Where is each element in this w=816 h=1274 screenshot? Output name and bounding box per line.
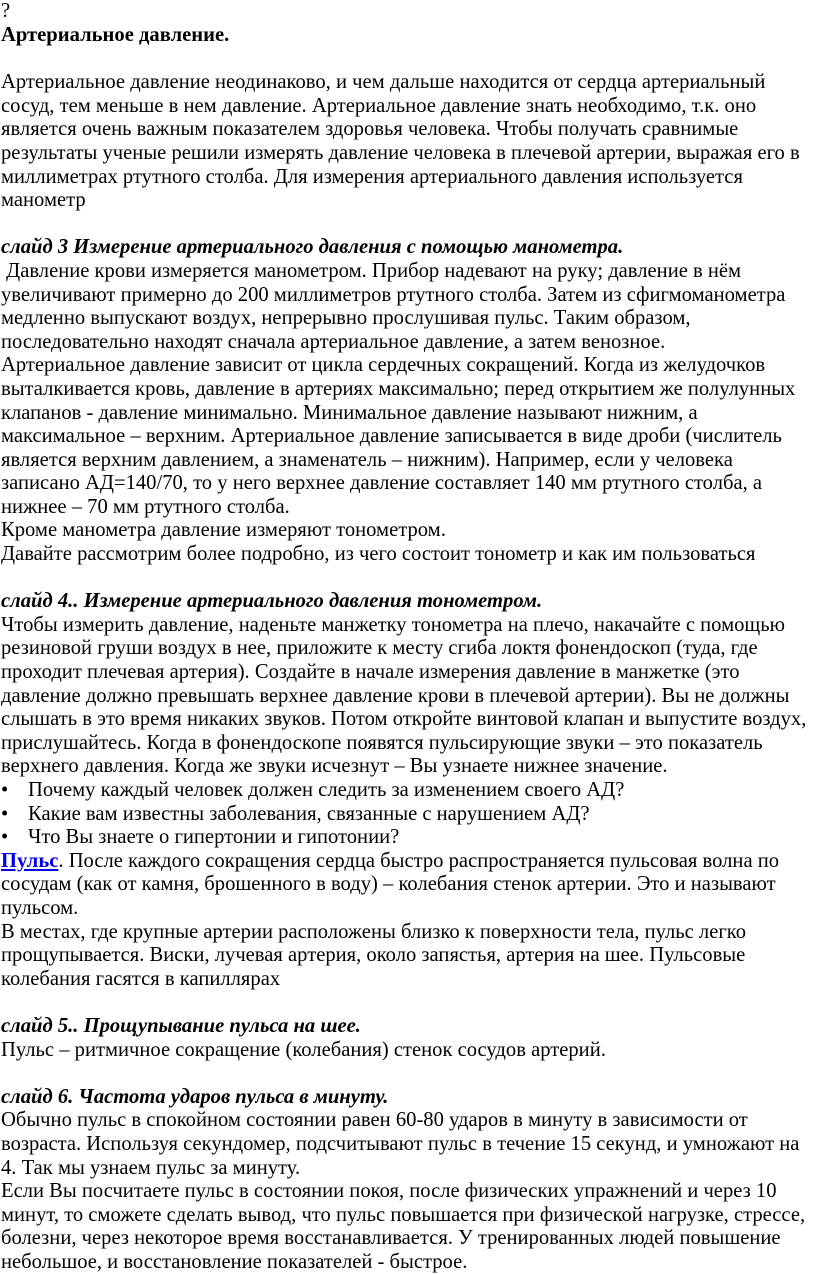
pulse-paragraph-text: . После каждого сокращения сердца быстро распространяется пульсовая волна по сосудам (как от камня, брошенного в воду) – колебания стенок артерии. Это и называют пульсом. [1, 849, 780, 919]
spacer [1, 213, 813, 237]
slide-3-paragraph-1: Давление крови измеряется манометром. Прибор надевают на руку; давление в нём увеличивают примерно до 200 миллиметров ртутного столба. Затем из сфигмоманометра медленно выпускают воздух, непрерывно прослушивая пульс. Таким образом, последовательно находят сначала артериальное давление, а затем венозное. [1, 259, 791, 353]
list-item [1, 779, 813, 803]
intro-paragraph: Артериальное давление неодинаково, и чем дальше находится от сердца артериальный сосуд, тем меньше в нем давление. Артериальное давление знать необходимо, т.к. оно является очень важным показателем здоровья человека. Чтобы получать сравнимые результаты ученые решили измерять давление человека в плечевой артерии, выражая его в миллиметрах ртутного столба. Для измерения артериального давления используется манометр [1, 71, 800, 212]
list-item-text: Что Вы знаете о гипертонии и гипотонии? [28, 826, 400, 849]
slide-3-heading: слайд 3 Измерение артериального давления с помощью манометра. [1, 236, 624, 259]
slide-6-paragraph-1: Обычно пульс в спокойном состоянии равен 60-80 ударов в минуту в зависимости от возраста. Используя секундомер, подсчитывают пульс в течение 15 секунд, и умножают на 4. Так мы узнаем пульс за минуту. [1, 1109, 800, 1179]
slide-5-heading: слайд 5.. Прощупывание пульса на шее. [1, 1014, 361, 1037]
question-mark: ? [1, 0, 11, 22]
spacer [1, 991, 813, 1015]
slide-3-paragraph-2: Артериальное давление зависит от цикла сердечных сокращений. Когда из желудочков выталкивается кровь, давление в артериях максимально; перед открытием же полулунных клапанов - давление минимально. Минимальное давление называют нижним, а максимальное – верхним. Артериальное давление записывается в виде дроби (числитель является верхним давлением, а знаменатель – нижним). Например, если у человека записано АД=140/70, то у него верхнее давление составляет 140 мм ртутного столба, а нижнее – 70 мм ртутного столба. [1, 354, 796, 518]
slide-6-paragraph-2: Если Вы посчитаете пульс в состоянии покоя, после физических упражнений и через 10 минут, то сможете сделать вывод, что пульс повышается при физической нагрузке, стрессе, болезни, через некоторое время восстанавливается. У тренированных людей повышение небольшое, и восстановление показателей - быстрое. [1, 1180, 806, 1273]
spacer [1, 567, 813, 591]
pulse-link[interactable]: Пульс [1, 849, 59, 872]
list-item [1, 826, 813, 850]
spacer [1, 48, 813, 72]
slide-4-paragraph-1: Чтобы измерить давление, наденьте манжетку тонометра на плечо, накачайте с помощью резиновой груши воздух в нее, приложите к месту сгиба локтя фонендоскоп (туда, где проходит плечевая артерия). Создайте в начале измерения давление в манжетке (это давление должно превышать верхнее давление крови в плечевой артерии). Вы не должны слышать в это время никаких звуков. Потом откройте винтовой клапан и выпустите воздух, прислушайтесь. Когда в фонендоскопе появятся пульсирующие звуки – это показатель верхнего давления. Когда же звуки исчезнут – Вы узнаете нижнее значение. [1, 613, 807, 778]
bullet-icon: • [1, 826, 9, 849]
bullet-icon: • [1, 779, 9, 801]
slide-3-paragraph-3: Кроме манометра давление измеряют тонометром. [1, 519, 446, 542]
bullet-icon: • [1, 802, 9, 825]
slide-6-heading: слайд 6. Частота ударов пульса в минуту. [1, 1085, 389, 1108]
pulse-paragraph [1, 850, 813, 921]
list-item [1, 803, 813, 827]
document-title: Артериальное давление. [1, 24, 230, 46]
slide-5-paragraph-1: Пульс – ритмичное сокращение (колебания) стенок сосудов артерий. [1, 1038, 606, 1061]
spacer [1, 1062, 813, 1086]
list-item-text: Почему каждый человек должен следить за изменением своего АД? [28, 779, 625, 801]
pulse-paragraph-2: В местах, где крупные артерии расположены близко к поверхности тела, пульс легко прощупывается. Виски, лучевая артерия, около запястья, артерия на шее. Пульсовые колебания гасятся в капиллярах [1, 920, 747, 990]
list-item-text: Какие вам известны заболевания, связанные с нарушением АД? [28, 802, 590, 825]
slide-4-heading: слайд 4.. Измерение артериального давления тонометром. [1, 590, 543, 613]
slide-3-paragraph-4: Давайте рассмотрим более подробно, из чего состоит тонометр и как им пользоваться [1, 543, 756, 566]
